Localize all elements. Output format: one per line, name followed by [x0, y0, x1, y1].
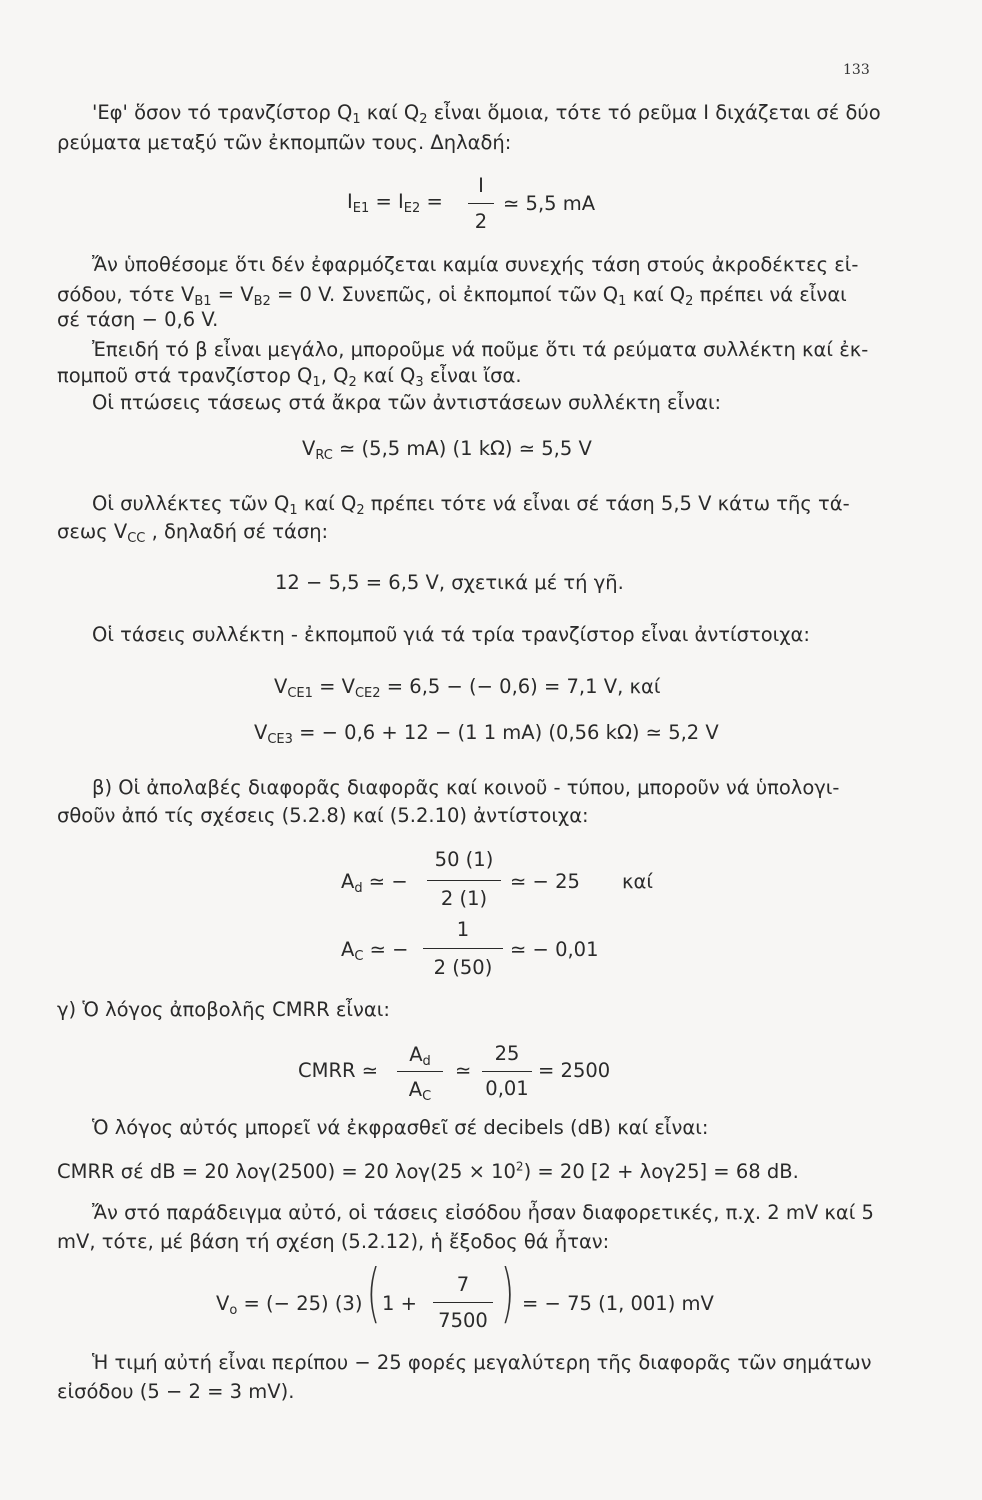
eq6-fraction-bar: [427, 880, 501, 881]
eq8-lhs: CMRR ≃: [298, 1059, 379, 1082]
eq10-lhs: $V_o$ = (− 25) (3): [216, 1292, 363, 1318]
eq7-fraction-bar: [423, 948, 503, 949]
eq10-fraction-bar: [433, 1302, 493, 1303]
p1-line1: 'Εφ' ὅσον τό τρανζίστορ $Q_1$ καί $Q_2$ εἶναι ὅμοια, τότε τό ρεῦμα I διχάζεται σέ δύο: [92, 101, 881, 127]
p3-line3: Οἱ πτώσεις τάσεως στά ἄκρα τῶν ἀντιστάσεων συλλέκτη εἶναι:: [92, 391, 722, 414]
eq10-inner: 1 +: [382, 1292, 417, 1315]
eq6-lhs: $A_d$ ≃ −: [341, 870, 408, 896]
right-paren: ): [500, 1257, 515, 1331]
eq6-numerator: 50 (1): [434, 848, 494, 871]
eq3: 12 − 5,5 = 6,5 V, σχετικά μέ τή γῆ.: [275, 571, 624, 594]
eq1-fraction-bar: [468, 203, 494, 204]
eq9: CMRR σέ dB = 20 λογ(2500) = 20 $\lambda o\gamma(25 \times 10^2) = 20$ [2 + λογ25] = 68 dB.: [57, 1159, 799, 1183]
left-paren: (: [366, 1257, 381, 1331]
eq1-lhs: $I_{E1} = I_{E2}$ =: [347, 190, 443, 216]
p2-line1: Ἄν ὑποθέσομε ὅτι δέν ἐφαρμόζεται καμία συνεχής τάση στούς ἀκροδέκτες εἰ-: [92, 253, 859, 276]
eq8-approx: ≃: [455, 1059, 472, 1082]
eq8-fraction-bar-2: [482, 1071, 532, 1072]
eq2-vrc: $V_{RC}$ ≃ (5,5 mA) (1 kΩ) ≃ 5,5 V: [302, 437, 592, 463]
p10-line1: Ἡ τιμή αὐτή εἶναι περίπου − 25 φορές μεγαλύτερη τῆς διαφορᾶς τῶν σημάτων: [92, 1351, 872, 1374]
eq6-tail: καί: [622, 870, 653, 893]
p2-line2: σόδου, τότε $V_{B1} = V_{B2} = 0$ V. Συνεπῶς, οἱ ἐκπομποί τῶν $Q_1$ καί $Q_2$ πρέπει νά εἶναι: [57, 283, 847, 309]
eq4: $V_{CE1} = V_{CE2} = 6,5$ − (− 0,6) = 7,1 V, καί: [274, 675, 661, 701]
eq5: $V_{CE3}$ = − 0,6 + 12 − (1 1 mA) (0,56 kΩ) ≃ 5,2 V: [254, 721, 719, 747]
eq6-rhs: ≃ − 25: [510, 870, 580, 893]
eq7-rhs: ≃ − 0,01: [510, 938, 599, 961]
eq10-rhs: = − 75 (1, 001) mV: [522, 1292, 714, 1315]
p5: Οἱ τάσεις συλλέκτη - ἐκπομποῦ γιά τά τρία τρανζίστορ εἶναι ἀντίστοιχα:: [92, 623, 810, 646]
eq8-denominator-2: 0,01: [485, 1077, 529, 1100]
eq1-numerator: I: [478, 174, 484, 197]
p1-line2: ρεύματα μεταξύ τῶν ἐκπομπῶν τους. Δηλαδή:: [57, 131, 512, 154]
p8: Ὁ λόγος αὐτός μπορεῖ νά ἐκφρασθεῖ σέ decibels (dB) καί εἶναι:: [92, 1116, 709, 1139]
p9-line2: mV, τότε, μέ βάση τή σχέση (5.2.12), ἡ ἔξοδος θά ἦταν:: [57, 1230, 610, 1253]
p3-line2: πομποῦ στά τρανζίστορ $Q_1$, $Q_2$ καί $Q_3$ εἶναι ἴσα.: [57, 364, 522, 390]
eq8-rhs: = 2500: [538, 1059, 611, 1082]
p6-line1: β) Οἱ ἀπολαβές διαφορᾶς διαφορᾶς καί κοινοῦ - τύπου, μποροῦν νά ὑπολογι-: [92, 776, 840, 799]
eq8-numerator-2: 25: [494, 1042, 520, 1065]
p4-line1: Οἱ συλλέκτες τῶν $Q_1$ καί $Q_2$ πρέπει τότε νά εἶναι σέ τάση 5,5 V κάτω τῆς τά-: [92, 492, 850, 518]
p3-line1: Ἐπειδή τό β εἶναι μεγάλο, μποροῦμε νά ποῦμε ὅτι τά ρεύματα συλλέκτη καί ἐκ-: [92, 338, 869, 361]
eq7-denominator: 2 (50): [433, 956, 493, 979]
p6-line2: σθοῦν ἀπό τίς σχέσεις (5.2.8) καί (5.2.10) ἀντίστοιχα:: [57, 804, 589, 827]
eq6-denominator: 2 (1): [440, 887, 488, 910]
p7: γ) Ὁ λόγος ἀποβολῆς CMRR εἶναι:: [57, 998, 390, 1021]
eq8-fraction-bar-1: [397, 1071, 443, 1072]
eq8-denominator-1: $A_C$: [408, 1078, 432, 1104]
eq1-rhs: ≃ 5,5 mA: [503, 192, 596, 215]
eq10-numerator: 7: [456, 1273, 470, 1296]
p9-line1: Ἄν στό παράδειγμα αὐτό, οἱ τάσεις εἰσόδου ἦσαν διαφορετικές, π.χ. 2 mV καί 5: [92, 1201, 874, 1224]
p2-line3: σέ τάση − 0,6 V.: [57, 308, 219, 331]
eq10-denominator: 7500: [438, 1309, 488, 1332]
page-number: 133: [843, 62, 870, 78]
eq8-numerator-1: $A_d$: [409, 1043, 431, 1069]
eq7-numerator: 1: [456, 918, 470, 941]
p10-line2: εἰσόδου (5 − 2 = 3 mV).: [57, 1380, 295, 1403]
eq7-lhs: $A_C$ ≃ −: [341, 938, 409, 964]
eq1-denominator: 2: [474, 210, 488, 233]
p4-line2: σεως $V_{CC}$ , δηλαδή σέ τάση:: [57, 520, 329, 546]
